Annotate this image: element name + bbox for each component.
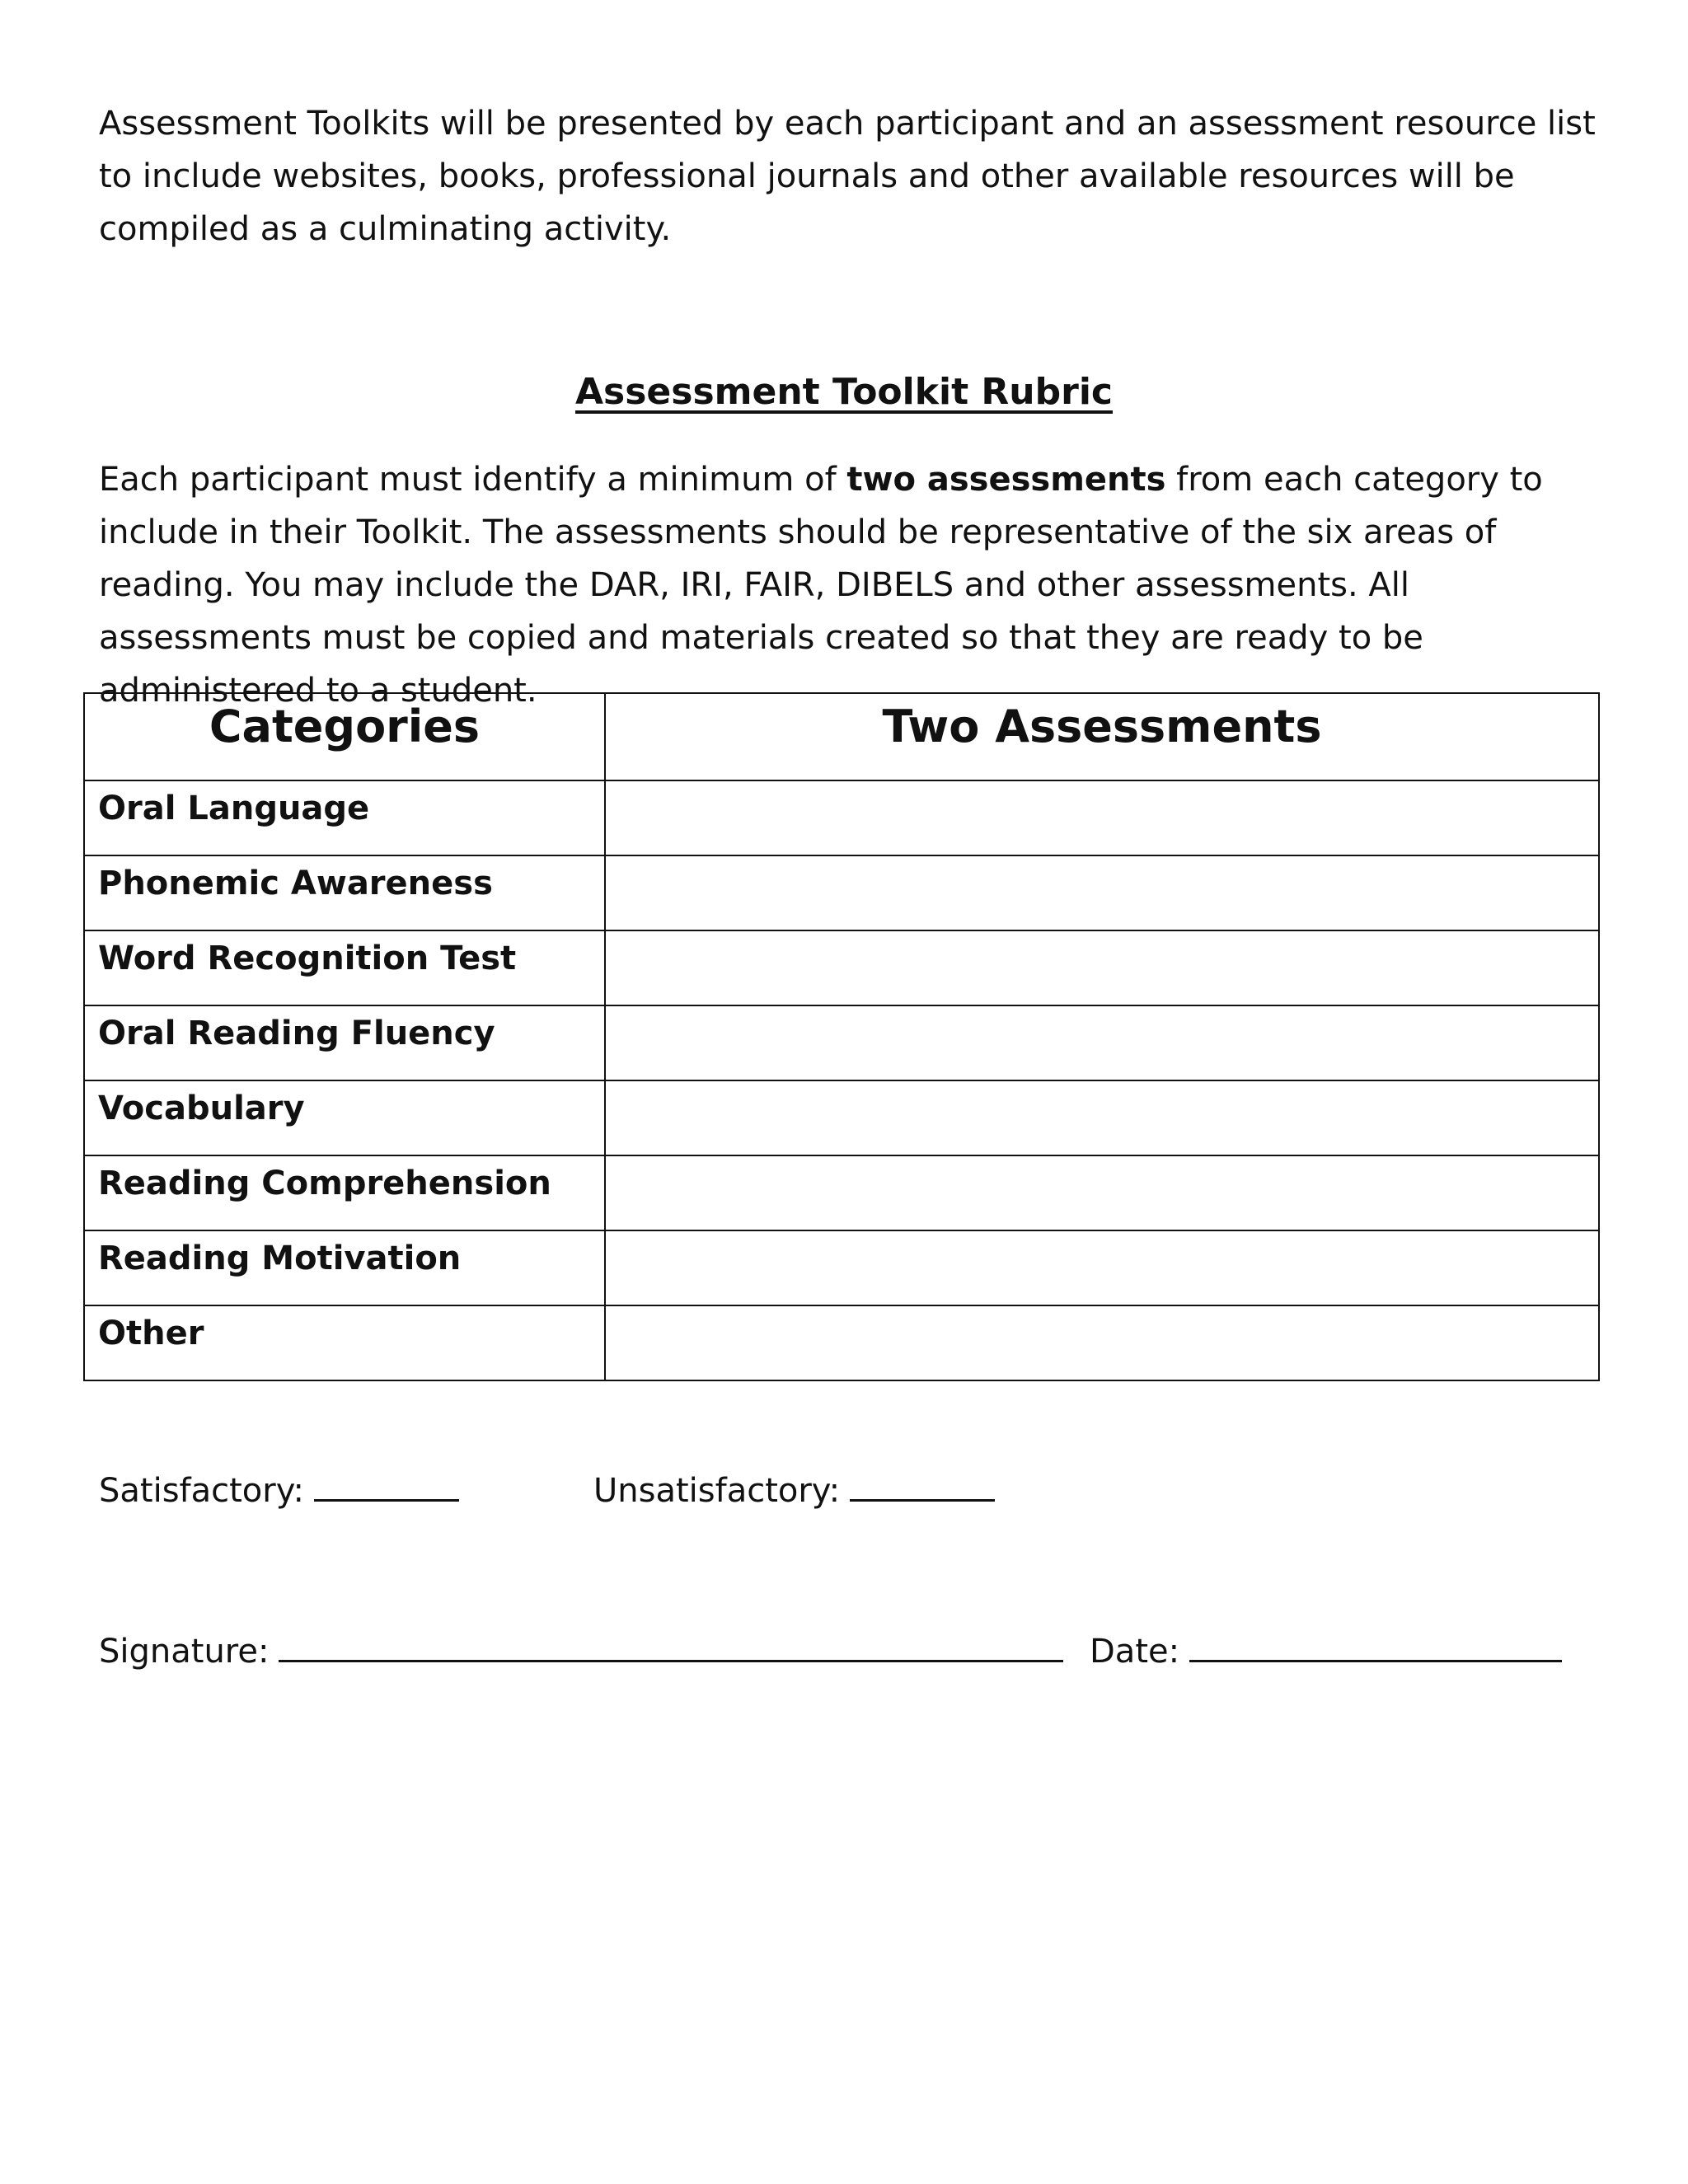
category-cell: Oral Reading Fluency	[84, 1005, 605, 1080]
signature-label: Signature:	[99, 1633, 270, 1671]
table-row	[84, 1005, 1599, 1080]
assessments-cell[interactable]	[605, 780, 1599, 855]
category-cell: Reading Motivation	[84, 1230, 605, 1305]
table-header-row	[84, 693, 1599, 780]
category-cell: Vocabulary	[84, 1080, 605, 1155]
rubric-instructions	[99, 453, 1607, 717]
assessments-cell[interactable]	[605, 1080, 1599, 1155]
date-label: Date:	[1090, 1633, 1180, 1671]
rubric-table	[83, 692, 1600, 1381]
satisfactory-line	[99, 1463, 459, 1516]
instructions-bold-text: two assessments	[846, 461, 1166, 499]
instructions-text-start: Each participant must identify a minimum of	[99, 461, 847, 499]
table-row	[84, 1305, 1599, 1380]
unsatisfactory-blank[interactable]	[850, 1463, 995, 1502]
table-row	[84, 1155, 1599, 1230]
column-header-two-assessments: Two Assessments	[605, 693, 1599, 780]
date-blank[interactable]	[1189, 1624, 1562, 1662]
category-cell: Phonemic Awareness	[84, 855, 605, 930]
satisfactory-label: Satisfactory:	[99, 1472, 304, 1510]
table-row	[84, 855, 1599, 930]
instructions-text-end: from each category to include in their Toolkit. The assessments should be representative of the six areas of reading. You may include the DAR, IRI, FAIR, DIBELS and other assessments. All assessments must be copied and materials created so that they are ready to be administered to a student.	[99, 461, 1543, 710]
category-cell: Other	[84, 1305, 605, 1380]
table-row	[84, 1230, 1599, 1305]
table-row	[84, 1080, 1599, 1155]
assessments-cell[interactable]	[605, 930, 1599, 1005]
assessments-cell[interactable]	[605, 1005, 1599, 1080]
rubric-title: Assessment Toolkit Rubric	[575, 371, 1113, 413]
table-row	[84, 930, 1599, 1005]
unsatisfactory-label: Unsatisfactory:	[593, 1472, 841, 1510]
assessments-cell[interactable]	[605, 1305, 1599, 1380]
category-cell: Reading Comprehension	[84, 1155, 605, 1230]
satisfactory-blank[interactable]	[314, 1463, 459, 1502]
signature-blank[interactable]	[279, 1624, 1063, 1662]
assessments-cell[interactable]	[605, 855, 1599, 930]
table-row	[84, 780, 1599, 855]
column-header-categories: Categories	[84, 693, 605, 780]
signature-line	[99, 1624, 1063, 1676]
intro-paragraph: Assessment Toolkits will be presented by each participant and an assessment resource list to include websites, books, professional journals and other available resources will be compiled as a culminating activity.	[99, 105, 1596, 248]
assessments-cell[interactable]	[605, 1230, 1599, 1305]
date-line	[1090, 1624, 1562, 1676]
category-cell: Oral Language	[84, 780, 605, 855]
unsatisfactory-line	[593, 1463, 995, 1516]
assessments-cell[interactable]	[605, 1155, 1599, 1230]
category-cell: Word Recognition Test	[84, 930, 605, 1005]
